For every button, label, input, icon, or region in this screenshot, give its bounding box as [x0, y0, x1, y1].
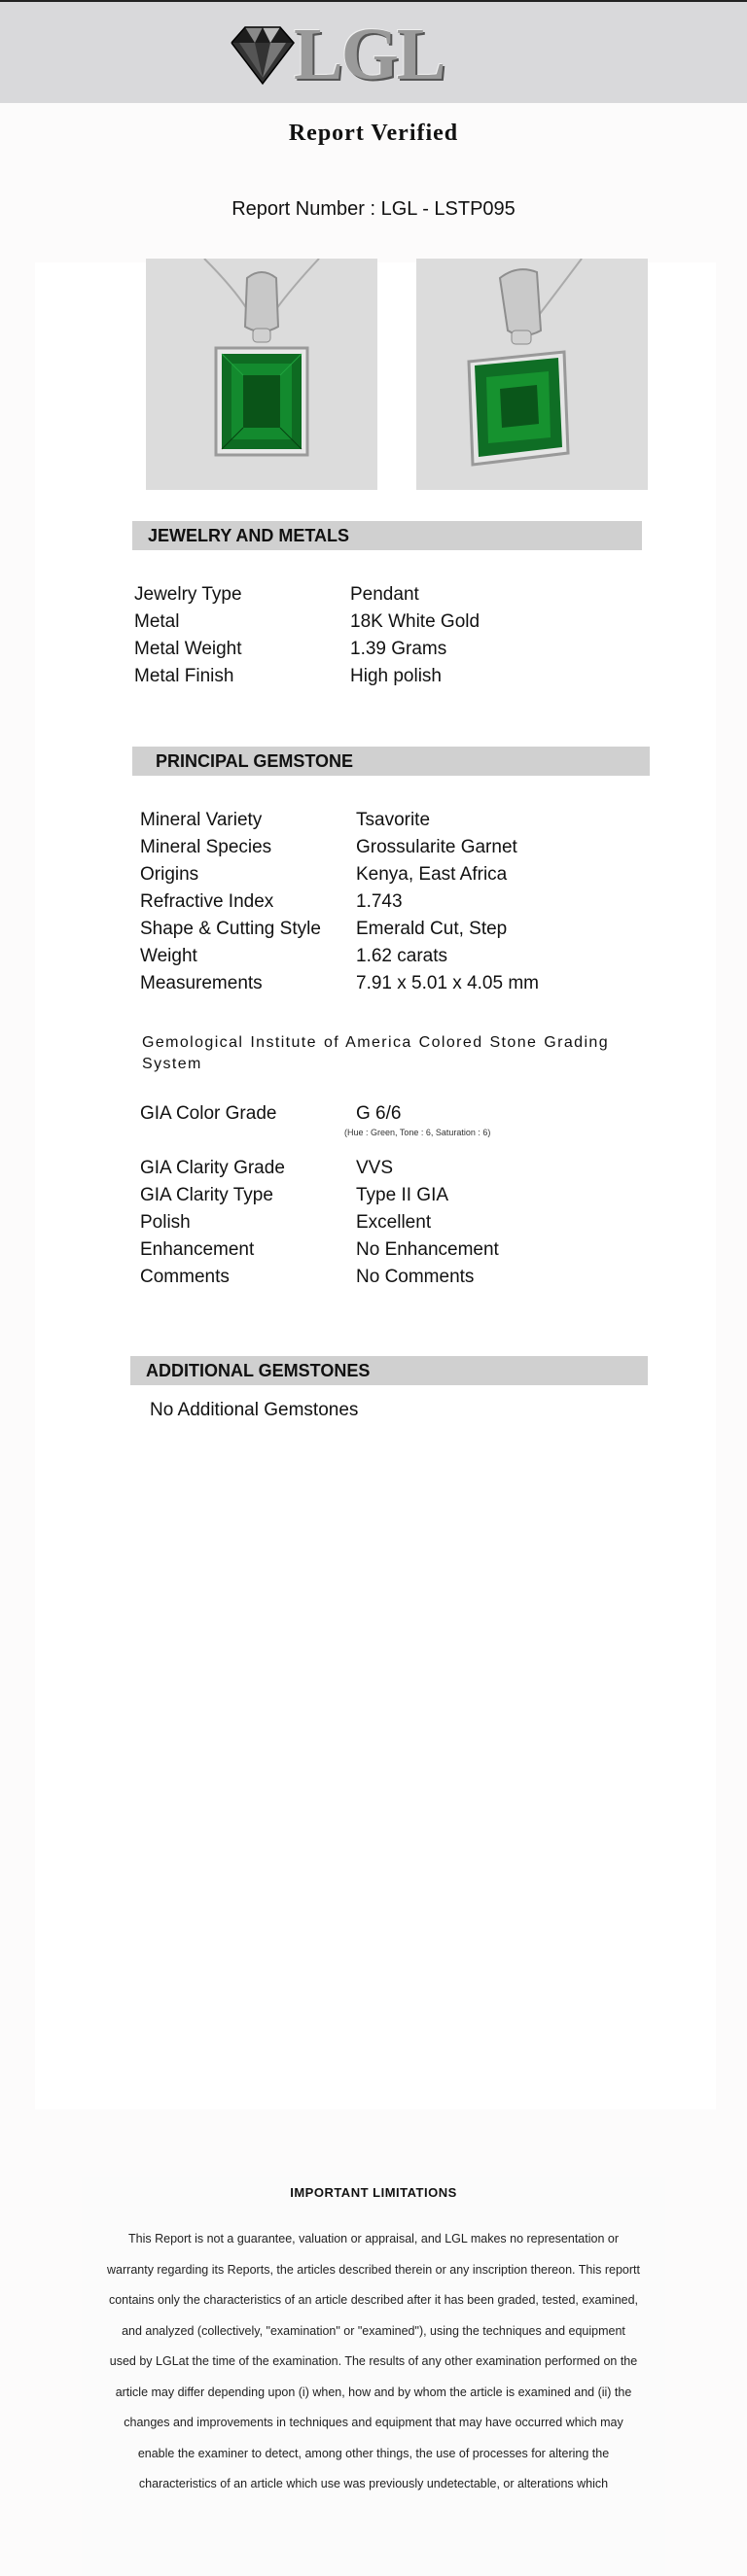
logo-text: LGL — [294, 14, 445, 95]
section-header-jewelry: JEWELRY AND METALS — [132, 521, 642, 550]
detail-label: GIA Clarity Type — [140, 1185, 273, 1205]
detail-value: G 6/6 — [356, 1103, 402, 1124]
detail-label: Metal — [134, 611, 180, 632]
limitations-body: This Report is not a guarantee, valuation or appraisal, and LGL makes no representation or warranty regarding its Reports, the articles described therein or any inscription thereon. This reportt contains only the characteristics of an article described after it has been graded, tested, examined, and analyzed (collectively, "examination" or "examined"), using the techniques and equipment used by LGLat the time of the examination. The results of any other examination performed on the article may differ depending upon (i) when, how and by whom the article is examined and (ii) the changes and improvements in techniques and equipment that may have occurred which may enable the examiner to detect, among other things, the use of processes for altering the characteristics of an article which use was previously undetectable, or alterations which — [107, 2232, 640, 2490]
detail-row — [140, 1236, 499, 1264]
detail-label: Polish — [140, 1212, 191, 1233]
gemstone-details — [140, 807, 539, 997]
detail-label: Comments — [140, 1267, 230, 1287]
header-bar — [0, 0, 747, 103]
limitations-title: IMPORTANT LIMITATIONS — [290, 2185, 457, 2200]
detail-value: Kenya, East Africa — [356, 864, 508, 885]
jewelry-details — [134, 581, 480, 690]
detail-row — [140, 916, 539, 943]
detail-row — [140, 861, 539, 888]
important-limitations — [82, 2177, 665, 2576]
detail-value: Type II GIA — [356, 1185, 449, 1205]
section-header-additional-gemstones: ADDITIONAL GEMSTONES — [130, 1356, 648, 1385]
detail-row — [134, 609, 480, 636]
lgl-logo — [226, 14, 445, 95]
detail-value: Grossularite Garnet — [356, 837, 517, 857]
detail-label: Origins — [140, 864, 199, 885]
detail-row — [140, 1100, 401, 1128]
detail-value: 18K White Gold — [350, 611, 480, 632]
pendant-photo-front — [146, 259, 377, 490]
detail-value: 1.743 — [356, 891, 403, 912]
detail-label: Mineral Variety — [140, 810, 263, 830]
pendant-photo-angle — [416, 259, 648, 490]
detail-row — [140, 1264, 499, 1291]
detail-row — [134, 581, 480, 609]
gia-grade-details — [140, 1155, 499, 1291]
detail-row — [140, 888, 539, 916]
additional-gemstones-text: No Additional Gemstones — [150, 1400, 359, 1420]
detail-label: Refractive Index — [140, 891, 274, 912]
detail-value: No Enhancement — [356, 1239, 499, 1260]
detail-label: Jewelry Type — [134, 584, 242, 605]
gia-color-grade — [140, 1100, 401, 1128]
detail-row — [140, 1209, 499, 1236]
emerald-pendant-angle-photo — [416, 259, 648, 490]
detail-value: 7.91 x 5.01 x 4.05 mm — [356, 973, 539, 993]
detail-label: Shape & Cutting Style — [140, 919, 321, 939]
diamond-icon — [226, 23, 300, 86]
detail-row — [140, 807, 539, 834]
detail-label: Metal Weight — [134, 639, 242, 659]
emerald-pendant-front-photo — [146, 259, 377, 490]
section-header-principal-gemstone: PRINCIPAL GEMSTONE — [132, 747, 650, 776]
detail-value: Tsavorite — [356, 810, 431, 830]
detail-row — [140, 943, 539, 970]
detail-label: GIA Clarity Grade — [140, 1158, 285, 1178]
detail-label: Weight — [140, 946, 197, 966]
color-grade-note: (Hue : Green, Tone : 6, Saturation : 6) — [344, 1128, 491, 1137]
detail-value: VVS — [356, 1158, 394, 1178]
detail-label: Metal Finish — [134, 666, 234, 686]
detail-row — [134, 663, 480, 690]
detail-label: Enhancement — [140, 1239, 255, 1260]
detail-value: No Comments — [356, 1267, 475, 1287]
detail-row — [140, 1182, 499, 1209]
page-title: Report Verified — [288, 121, 459, 146]
detail-row — [140, 834, 539, 861]
detail-value: 1.39 Grams — [350, 639, 447, 659]
detail-label: GIA Color Grade — [140, 1103, 277, 1124]
gia-grading-system-title: Gemological Institute of America Colored Stone Grading System — [142, 1034, 609, 1072]
detail-label: Measurements — [140, 973, 263, 993]
detail-value: Emerald Cut, Step — [356, 919, 508, 939]
detail-value: Pendant — [350, 584, 419, 605]
detail-row — [140, 970, 539, 997]
detail-row — [140, 1155, 499, 1182]
report-number: Report Number : LGL - LSTP095 — [231, 198, 516, 220]
detail-label: Mineral Species — [140, 837, 272, 857]
detail-value: Excellent — [356, 1212, 432, 1233]
detail-row — [134, 636, 480, 663]
detail-value: 1.62 carats — [356, 946, 447, 966]
detail-value: High polish — [350, 666, 442, 686]
